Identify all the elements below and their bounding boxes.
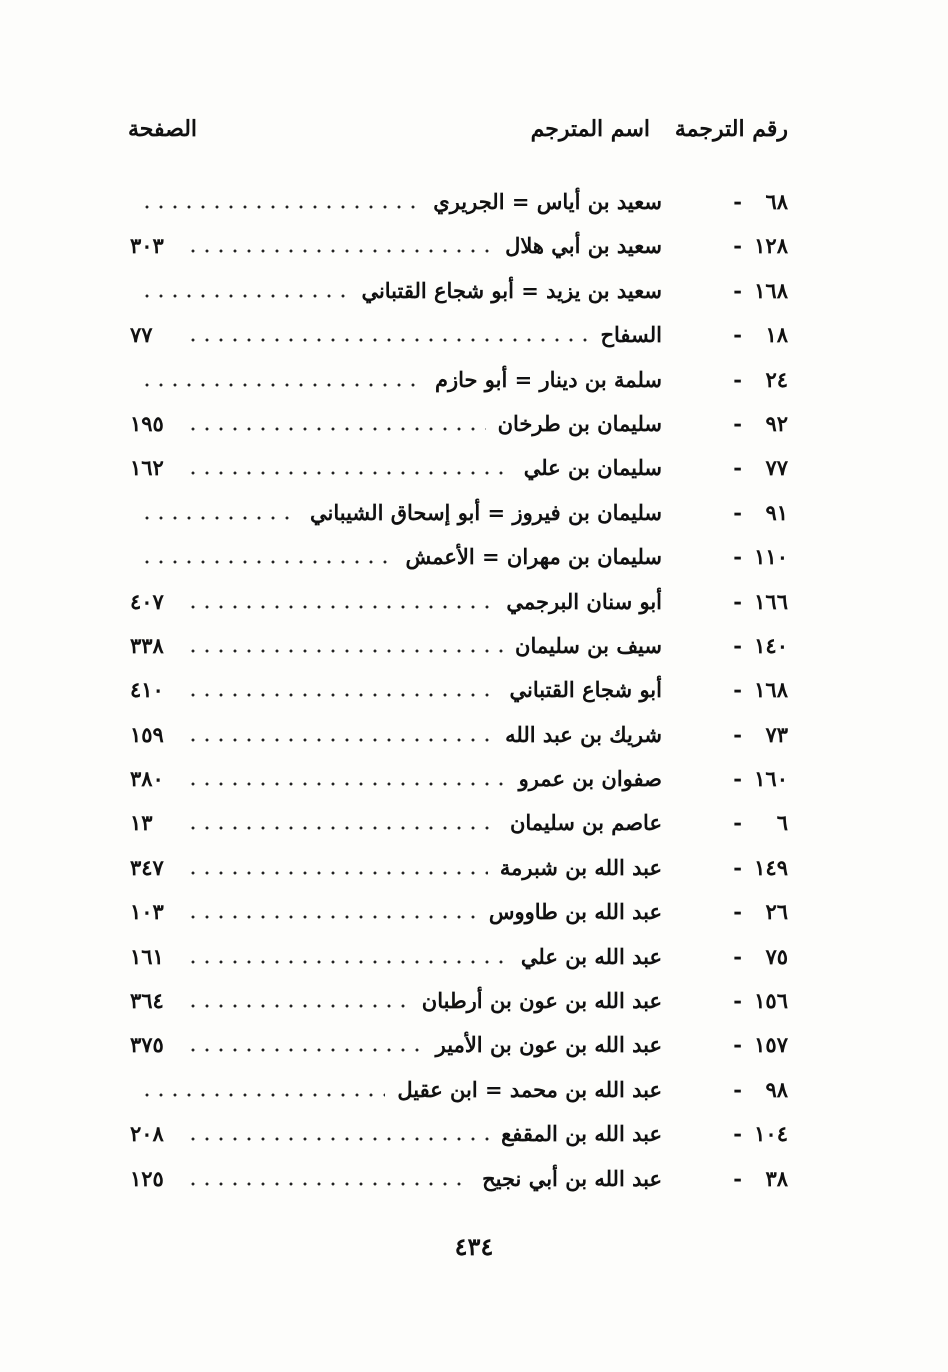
header-name-label: اسم المترجم: [530, 116, 650, 142]
entry-dash: -: [733, 588, 742, 614]
entry-number: ١٦٦: [754, 588, 788, 614]
dot-leader: [140, 560, 393, 564]
entry-name: عبد الله بن محمد = ابن عقيل: [397, 1076, 662, 1102]
entry-number: ١٦٨: [754, 677, 788, 703]
index-entry: [0, 671, 948, 715]
entry-dash: -: [733, 1121, 742, 1147]
entry-name: سلمة بن دينار = أبو حازم: [434, 366, 662, 392]
entry-page: ٣٠٣: [130, 233, 164, 259]
entry-dash: -: [733, 233, 742, 259]
entry-name: عبد الله بن علي: [520, 943, 662, 969]
entry-number: ١٦٨: [754, 277, 788, 303]
entry-number: ٩٨: [765, 1076, 788, 1102]
index-entry: [0, 272, 948, 316]
dot-leader: [186, 1004, 410, 1008]
index-entry: [0, 1026, 948, 1070]
entry-page: ٣٦٤: [130, 988, 164, 1014]
dot-leader: [186, 871, 488, 875]
dot-leader: [186, 427, 486, 431]
entry-name: سعيد بن أبي هلال: [505, 233, 662, 259]
entry-dash: -: [733, 366, 742, 392]
entry-dash: -: [733, 1076, 742, 1102]
index-entry: [0, 183, 948, 227]
entry-number: ٢٤: [765, 366, 788, 392]
dot-leader: [140, 1093, 385, 1097]
entry-page: ٧٧: [130, 322, 153, 348]
entry-name: السفاح: [600, 322, 662, 348]
entry-name: سليمان بن فيروز = أبو إسحاق الشيباني: [310, 499, 662, 525]
dot-leader: [186, 1137, 489, 1141]
entry-dash: -: [733, 1165, 742, 1191]
entry-number: ٩٢: [765, 410, 788, 436]
dot-leader: [186, 249, 493, 253]
entry-page: ٣٧٥: [130, 1032, 164, 1058]
dot-leader: [186, 1048, 424, 1052]
index-entry: [0, 583, 948, 627]
index-entry: [0, 405, 948, 449]
index-entry: [0, 893, 948, 937]
entry-dash: -: [733, 810, 742, 836]
page-number: ٤٣٤: [454, 1232, 494, 1261]
entry-page: ٤٠٧: [130, 588, 164, 614]
index-entry: [0, 760, 948, 804]
entry-page: ١٩٥: [130, 410, 164, 436]
entry-dash: -: [733, 322, 742, 348]
index-entry: [0, 627, 948, 671]
index-entry: [0, 449, 948, 493]
entry-name: سعيد بن أياس = الجريري: [433, 189, 662, 214]
entry-number: ٢٦: [765, 899, 788, 925]
entry-page: ١٥٩: [130, 721, 164, 747]
dot-leader: [186, 826, 498, 830]
header-number-label: رقم الترجمة: [674, 116, 788, 142]
entry-dash: -: [733, 499, 742, 525]
entry-number: ١٥٧: [754, 1032, 788, 1058]
index-entry: [0, 804, 948, 848]
entry-number: ١٢٨: [754, 233, 788, 259]
entry-name: عبد الله بن المقفع: [501, 1121, 662, 1147]
dot-leader: [186, 915, 477, 919]
entry-name: سليمان بن علي: [523, 455, 662, 481]
index-entry: [0, 316, 948, 360]
entry-number: ١٤٩: [754, 854, 788, 880]
dot-leader: [186, 960, 509, 964]
entry-number: ٦٨: [765, 189, 788, 214]
dot-leader: [140, 205, 421, 209]
entry-number: ٧٧: [765, 455, 788, 481]
dot-leader: [140, 516, 298, 520]
index-header: [0, 116, 948, 156]
dot-leader: [186, 605, 494, 609]
index-entry: [0, 538, 948, 582]
entry-name: عبد الله بن طاووس: [488, 899, 662, 925]
entry-dash: -: [733, 766, 742, 792]
index-entry: [0, 982, 948, 1026]
dot-leader: [140, 383, 423, 387]
dot-leader: [186, 782, 507, 786]
index-entry: [0, 227, 948, 271]
entry-name: أبو سنان البرجمي: [506, 588, 662, 614]
entry-page: ١٦٢: [130, 455, 164, 481]
entry-page: ١٠٣: [130, 899, 164, 925]
entry-dash: -: [733, 189, 742, 214]
entry-dash: -: [733, 455, 742, 481]
entry-dash: -: [733, 677, 742, 703]
entry-page: ١٣: [130, 810, 153, 836]
index-entries: [0, 183, 948, 1204]
index-entry: [0, 494, 948, 538]
dot-leader: [186, 693, 497, 697]
entry-dash: -: [733, 544, 742, 570]
index-entry: [0, 1160, 948, 1204]
entry-number: ١٥٦: [754, 988, 788, 1014]
dot-leader: [186, 471, 512, 475]
entry-name: صفوان بن عمرو: [518, 766, 662, 792]
entry-number: ١٠٤: [754, 1121, 788, 1147]
entry-name: سيف بن سليمان: [515, 632, 662, 658]
entry-dash: -: [733, 943, 742, 969]
dot-leader: [186, 649, 503, 653]
entry-page: ١٦١: [130, 943, 164, 969]
entry-dash: -: [733, 988, 742, 1014]
index-entry: [0, 1071, 948, 1115]
entry-page: ٣٤٧: [130, 854, 164, 880]
entry-dash: -: [733, 721, 742, 747]
entry-name: أبو شجاع القتباني: [509, 677, 662, 703]
entry-name: سليمان بن طرخان: [497, 410, 662, 436]
entry-dash: -: [733, 632, 742, 658]
entry-number: ١٦٠: [754, 766, 788, 792]
entry-dash: -: [733, 899, 742, 925]
entry-name: عاصم بن سليمان: [509, 810, 662, 836]
entry-number: ٩١: [765, 499, 788, 525]
index-entry: [0, 849, 948, 893]
index-entry: [0, 716, 948, 760]
dot-leader: [186, 738, 493, 742]
entry-number: ١١٠: [754, 544, 788, 570]
dot-leader: [186, 1182, 470, 1186]
entry-page: ٣٨٠: [130, 766, 164, 792]
dot-leader: [186, 338, 588, 342]
entry-name: عبد الله بن أبي نجيح: [482, 1165, 662, 1191]
entry-number: ١٨: [765, 322, 788, 348]
entry-page: ٤١٠: [130, 677, 164, 703]
entry-name: سليمان بن مهران = الأعمش: [405, 544, 662, 570]
entry-page: ٢٠٨: [130, 1121, 164, 1147]
entry-dash: -: [733, 854, 742, 880]
index-entry: [0, 938, 948, 982]
entry-dash: -: [733, 277, 742, 303]
entry-number: ٧٥: [765, 943, 788, 969]
index-entry: [0, 1115, 948, 1159]
entry-name: عبد الله بن عون بن الأمير: [435, 1032, 662, 1058]
entry-name: شريك بن عبد الله: [505, 721, 662, 747]
entry-page: ٣٣٨: [130, 632, 164, 658]
entry-dash: -: [733, 410, 742, 436]
dot-leader: [140, 294, 349, 298]
entry-name: عبد الله بن عون بن أرطبان: [421, 988, 662, 1014]
entry-number: ٣٨: [765, 1165, 788, 1191]
entry-name: عبد الله بن شبرمة: [499, 854, 662, 880]
entry-dash: -: [733, 1032, 742, 1058]
header-page-label: الصفحة: [128, 116, 198, 142]
entry-name: سعيد بن يزيد = أبو شجاع القتباني: [361, 277, 662, 303]
index-entry: [0, 361, 948, 405]
entry-number: ٦: [776, 810, 788, 836]
entry-number: ١٤٠: [754, 632, 788, 658]
entry-number: ٧٣: [765, 721, 788, 747]
entry-page: ١٢٥: [130, 1165, 164, 1191]
